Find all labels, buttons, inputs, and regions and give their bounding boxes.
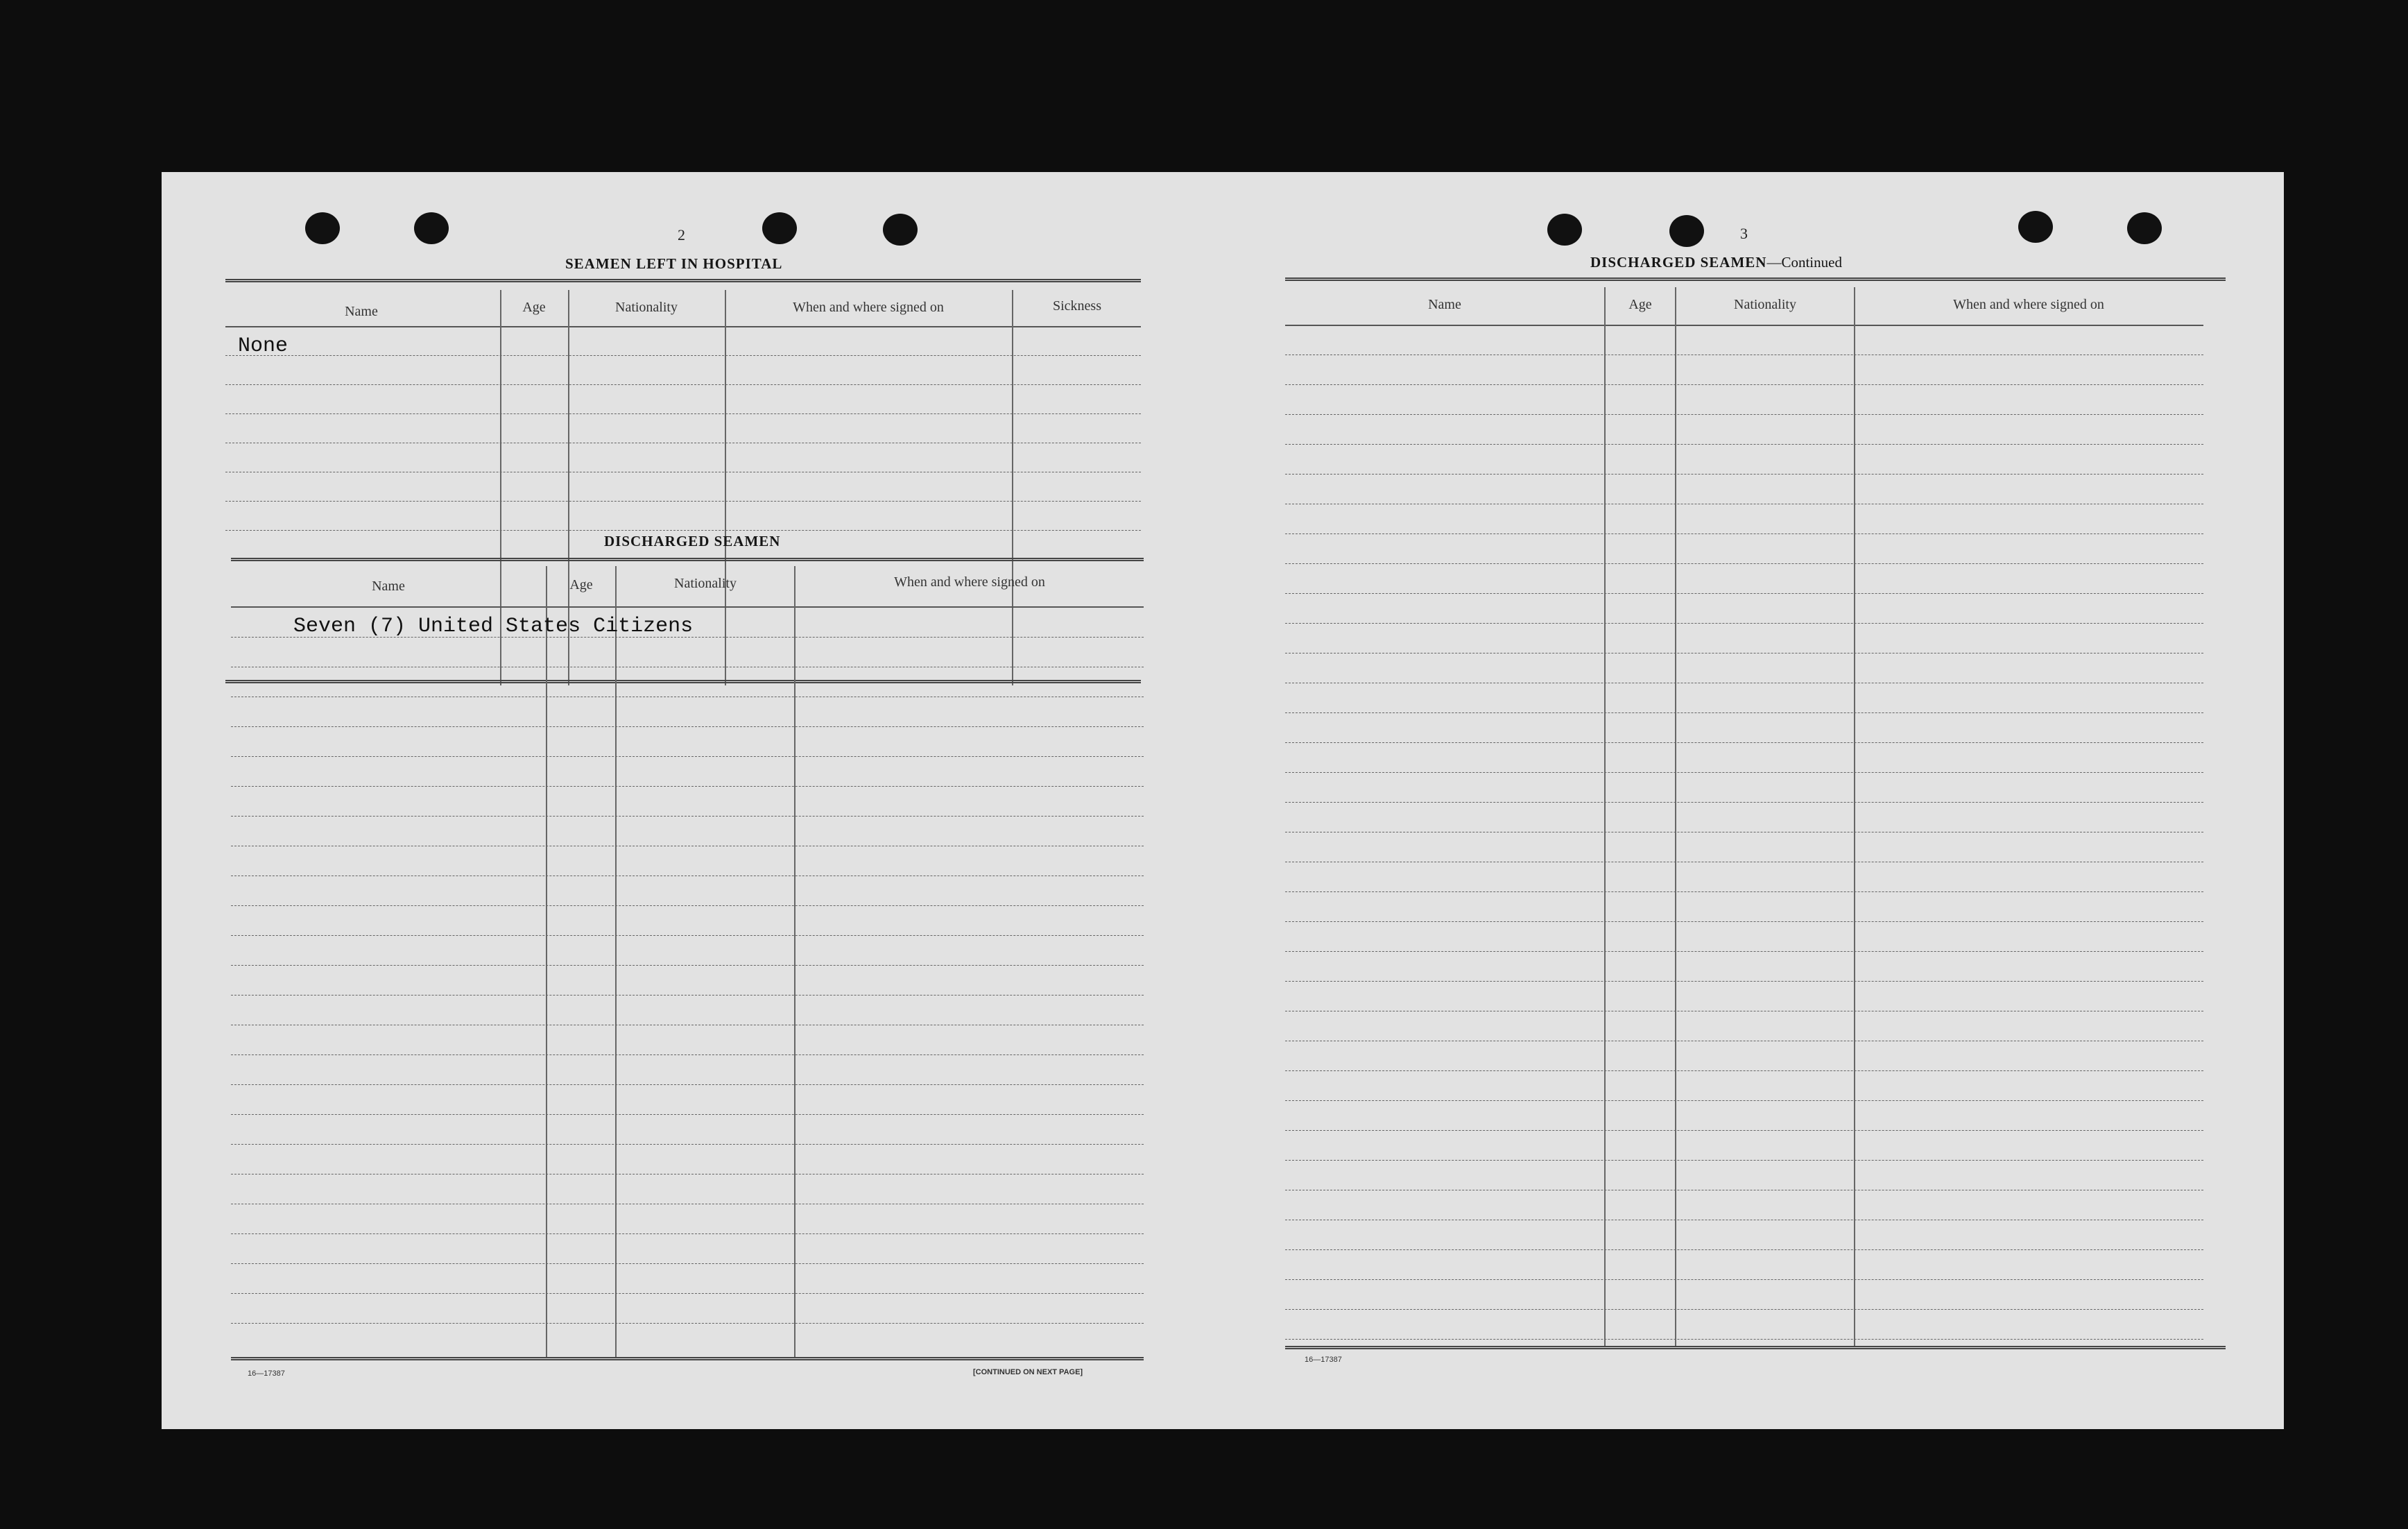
- discharged-entry: Seven (7) United States Citizens: [293, 615, 694, 638]
- row-line: [231, 1263, 1144, 1264]
- row-line: [231, 935, 1144, 936]
- punch-hole: [414, 212, 449, 244]
- punch-hole: [305, 212, 340, 244]
- row-line: [1285, 563, 2203, 564]
- row-line: [231, 816, 1144, 817]
- discharged-rows: [231, 606, 1144, 1356]
- row-line: [231, 1114, 1144, 1115]
- row-line: [1285, 981, 2203, 982]
- right-title-main: DISCHARGED SEAMEN: [1590, 254, 1767, 271]
- row-line: [1285, 712, 2203, 713]
- row-line: [231, 1084, 1144, 1085]
- hospital-entry: None: [238, 334, 289, 358]
- col-header-nationality: Nationality: [615, 300, 678, 315]
- row-line: [1285, 474, 2203, 475]
- right-rows: [1285, 325, 2203, 1351]
- col-header-nationality: Nationality: [1734, 297, 1796, 312]
- hospital-section-title: SEAMEN LEFT IN HOSPITAL: [565, 255, 783, 272]
- row-line: [1285, 1249, 2203, 1250]
- right-page-title: [1590, 254, 1842, 271]
- row-line: [1285, 742, 2203, 743]
- col-header-signed-on: When and where signed on: [793, 300, 944, 315]
- row-line: [1285, 772, 2203, 773]
- row-line: [1285, 414, 2203, 415]
- row-line: [225, 384, 1141, 385]
- row-line: [231, 786, 1144, 787]
- punch-hole: [762, 212, 797, 244]
- row-line: [225, 355, 1141, 356]
- row-line: [231, 1054, 1144, 1055]
- form-number-left: 16—17387: [248, 1369, 285, 1378]
- row-line: [1285, 653, 2203, 654]
- col-header-signed-on: When and where signed on: [1953, 297, 2104, 312]
- row-line: [231, 965, 1144, 966]
- row-line: [1285, 921, 2203, 922]
- col-header-name: Name: [372, 579, 405, 594]
- row-line: [231, 726, 1144, 727]
- row-line: [1285, 1279, 2203, 1280]
- col-header-age: Age: [569, 577, 593, 592]
- row-line: [1285, 1160, 2203, 1161]
- page-number-left: 2: [678, 226, 685, 244]
- form-sheet: [162, 172, 2284, 1429]
- row-line: [1285, 384, 2203, 385]
- row-line: [231, 1323, 1144, 1324]
- row-line: [1285, 1339, 2203, 1340]
- divider: [1285, 277, 2226, 281]
- punch-hole: [883, 214, 918, 246]
- row-line: [1285, 951, 2203, 952]
- divider: [1285, 1346, 2226, 1349]
- col-header-name: Name: [1428, 297, 1461, 312]
- row-line: [225, 530, 1141, 531]
- row-line: [231, 756, 1144, 757]
- punch-hole: [2018, 211, 2053, 243]
- col-header-name: Name: [345, 304, 378, 319]
- row-line: [1285, 802, 2203, 803]
- row-line: [231, 995, 1144, 996]
- col-header-age: Age: [1628, 297, 1652, 312]
- form-number-right: 16—17387: [1305, 1356, 1342, 1364]
- divider: [231, 558, 1144, 561]
- punch-hole: [1547, 214, 1582, 246]
- punch-hole: [1669, 215, 1704, 247]
- col-header-signed-on: When and where signed on: [894, 574, 1045, 590]
- discharged-section-title: DISCHARGED SEAMEN: [604, 533, 781, 549]
- row-line: [225, 501, 1141, 502]
- row-line: [1285, 1070, 2203, 1071]
- row-line: [231, 1293, 1144, 1294]
- divider: [231, 1357, 1144, 1360]
- row-line: [1285, 891, 2203, 892]
- row-line: [1285, 1130, 2203, 1131]
- right-title-cont: —Continued: [1766, 254, 1842, 271]
- col-header-sickness: Sickness: [1053, 298, 1101, 314]
- col-header-age: Age: [522, 300, 546, 315]
- row-line: [1285, 533, 2203, 534]
- punch-hole: [2127, 212, 2162, 244]
- col-header-nationality: Nationality: [674, 576, 737, 591]
- row-line: [231, 1233, 1144, 1234]
- row-line: [1285, 1309, 2203, 1310]
- row-line: [231, 1144, 1144, 1145]
- row-line: [1285, 1100, 2203, 1101]
- row-line: [225, 413, 1141, 414]
- row-line: [1285, 444, 2203, 445]
- row-line: [231, 875, 1144, 876]
- row-line: [1285, 623, 2203, 624]
- row-line: [231, 905, 1144, 906]
- divider: [225, 279, 1141, 282]
- continued-note: [CONTINUED ON NEXT PAGE]: [973, 1368, 1083, 1376]
- row-line: [1285, 593, 2203, 594]
- page-number-right: 3: [1740, 225, 1748, 242]
